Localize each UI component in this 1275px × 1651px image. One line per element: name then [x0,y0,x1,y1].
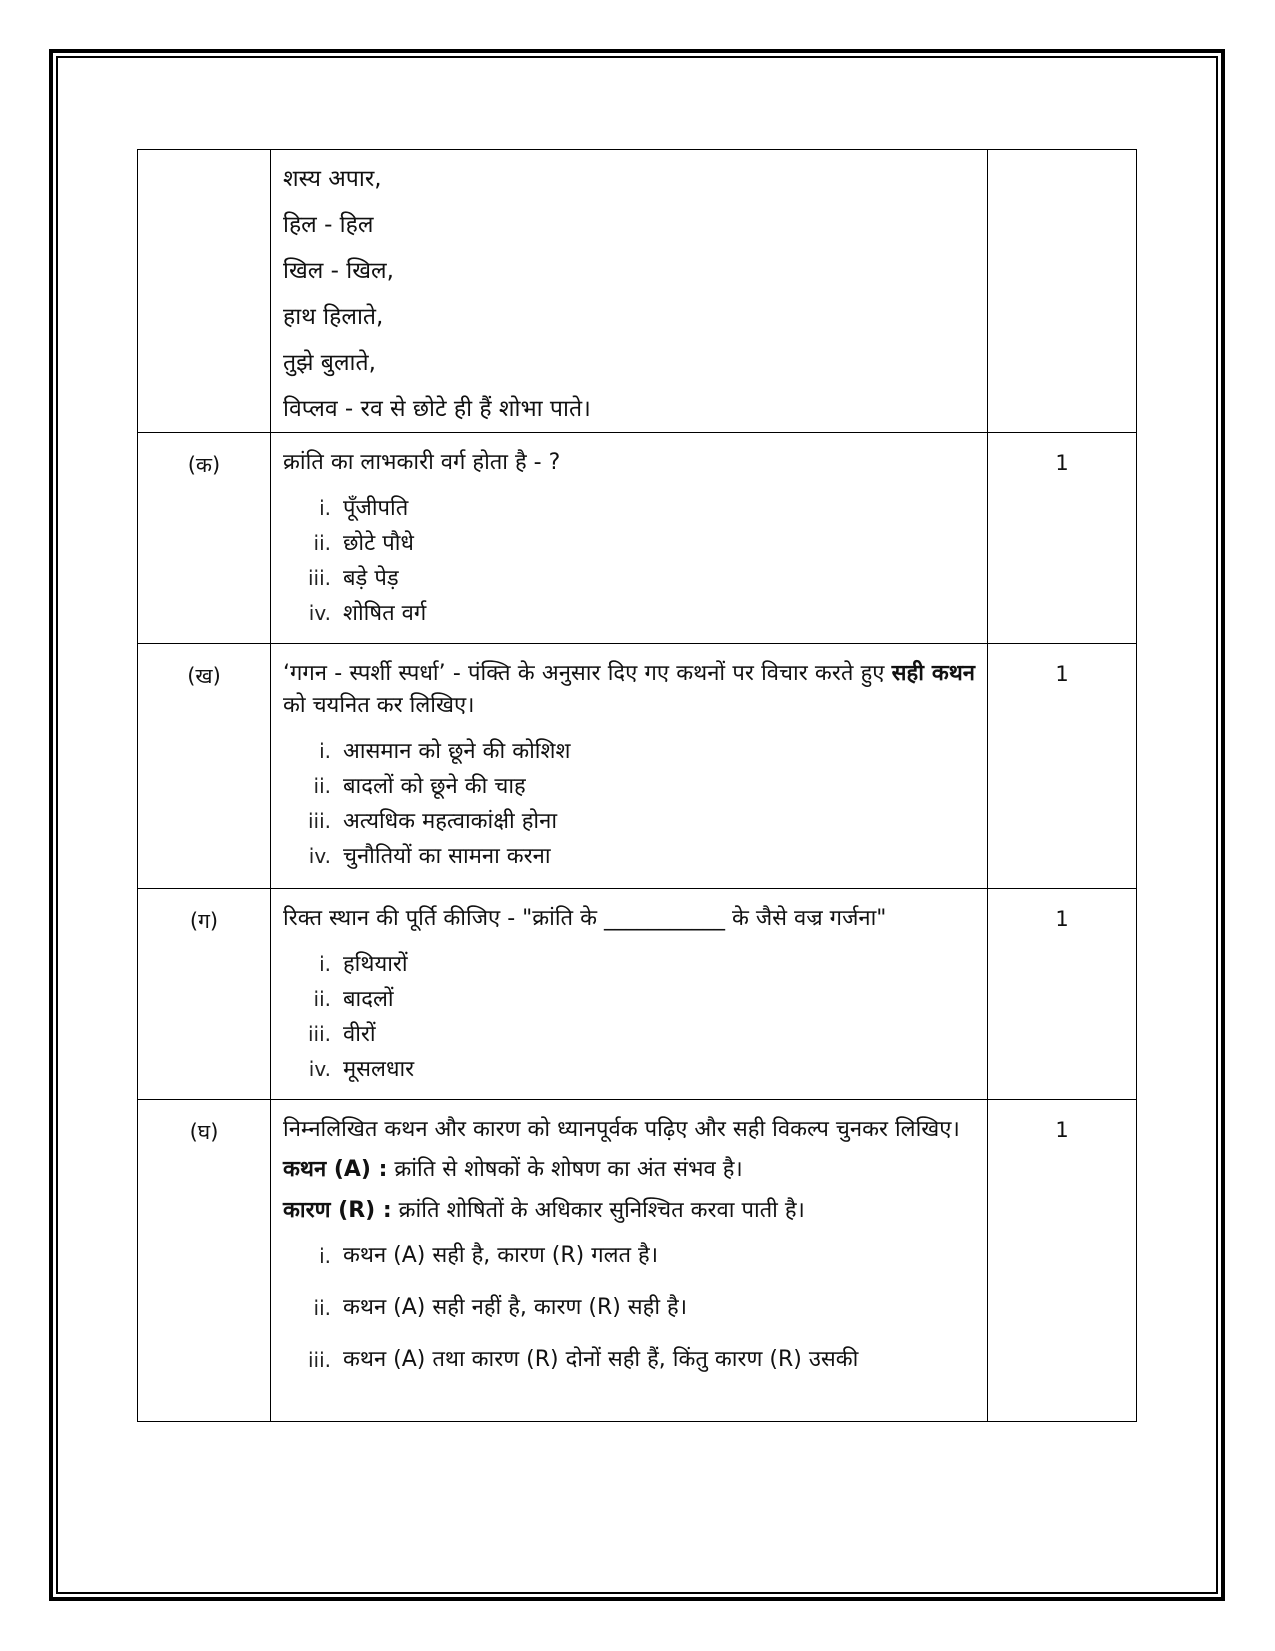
question-body [271,1100,988,1422]
poem-line: विप्लव - रव से छोटे ही हैं शोभा पाते। [283,396,591,422]
option-item [283,982,975,1017]
question-text: रिक्त स्थान की पूर्ति कीजिए - "क्रांति के ___________ के जैसे वज्र गर्जना" [283,906,887,931]
question-row-ga [138,889,1137,1100]
option-numeral: ii. [313,773,331,798]
option-text: शोषित वर्ग [343,600,427,626]
option-numeral: iii. [307,565,331,590]
question-body [271,889,988,1100]
option-numeral: i. [319,1244,331,1269]
option-text: पूँजीपति [343,495,409,521]
assertion-statement [283,1152,975,1187]
option-item [283,1234,975,1286]
question-row-ka [138,433,1137,644]
reason-text: क्रांति शोषितों के अधिकार सुनिश्चित करवा पाती है। [391,1198,805,1224]
option-numeral: iv. [308,843,331,868]
option-item [283,769,975,804]
option-text: छोटे पौधे [343,530,414,556]
option-item [283,734,975,769]
option-item [283,1338,975,1390]
option-item [283,804,975,839]
option-numeral: i. [319,495,331,520]
poem-line: हिल - हिल [283,212,374,238]
option-text: आसमान को छूने की कोशिश [343,738,571,764]
question-text-bold: सही कथन [891,661,975,686]
option-text: कथन (A) सही है, कारण (R) गलत है। [343,1243,659,1269]
option-numeral: ii. [313,986,331,1011]
question-number: (ख) [138,644,271,889]
assertion-text: क्रांति से शोषकों के शोषण का अंत संभव है। [387,1156,743,1182]
option-numeral: i. [319,951,331,976]
option-numeral: iii. [307,1348,331,1373]
option-item [283,561,975,596]
option-numeral: i. [319,738,331,763]
poem-line: तुझे बुलाते, [283,350,376,376]
marks-cell: 1 [988,433,1137,644]
question-text-part: ‘गगन - स्पर्शी स्पर्धा’ - पंक्ति के अनुसार दिए गए कथनों पर विचार करते हुए [283,661,892,686]
question-body [271,433,988,644]
option-numeral: iii. [307,1021,331,1046]
question-text [283,658,975,722]
option-text: हथियारों [343,951,408,977]
option-text: चुनौतियों का सामना करना [343,843,551,869]
question-text-part: को चयनित कर लिखिए। [283,692,475,718]
option-item [283,526,975,561]
marks-cell: 1 [988,1100,1137,1422]
marks-cell: 1 [988,889,1137,1100]
option-text: मूसलधार [343,1056,415,1082]
option-item [283,1052,975,1087]
marks-cell: 1 [988,644,1137,889]
option-numeral: iii. [307,808,331,833]
poem-line: शस्य अपार, [283,166,382,192]
option-text: अत्यधिक महत्वाकांक्षी होना [343,808,558,834]
option-numeral: iv. [308,1056,331,1081]
poem-cell [271,150,988,433]
poem-line: खिल - खिल, [283,258,394,284]
option-item [283,1017,975,1052]
reason-statement [283,1193,975,1228]
option-text: कथन (A) सही नहीं है, कारण (R) सही है। [343,1295,688,1321]
poem-line: हाथ हिलाते, [283,304,384,330]
question-body [271,644,988,889]
option-item [283,491,975,526]
assertion-label: कथन (A) : [283,1156,388,1182]
option-numeral: ii. [313,530,331,555]
poem-number-cell [138,150,271,433]
option-text: कथन (A) तथा कारण (R) दोनों सही हैं, किंतु कारण (R) उसकी [343,1347,859,1373]
question-text: निम्नलिखित कथन और कारण को ध्यानपूर्वक पढ़िए और सही विकल्प चुनकर लिखिए। [283,1117,960,1142]
option-item [283,1286,975,1338]
option-item [283,947,975,982]
option-text: बड़े पेड़ [343,565,399,591]
option-item [283,596,975,631]
question-number: (क) [138,433,271,644]
question-number: (ग) [138,889,271,1100]
question-row-kha [138,644,1137,889]
poem-marks-cell [988,150,1137,433]
reason-label: कारण (R) : [283,1198,392,1224]
question-row-gha [138,1100,1137,1422]
option-text: बादलों को छूने की चाह [343,773,526,799]
question-text: क्रांति का लाभकारी वर्ग होता है - ? [283,450,561,475]
option-numeral: iv. [308,600,331,625]
option-item [283,839,975,874]
option-numeral: ii. [313,1296,331,1321]
question-table [137,149,1137,1422]
poem-row [138,150,1137,433]
option-text: वीरों [343,1021,376,1047]
question-number: (घ) [138,1100,271,1422]
option-text: बादलों [343,986,394,1012]
